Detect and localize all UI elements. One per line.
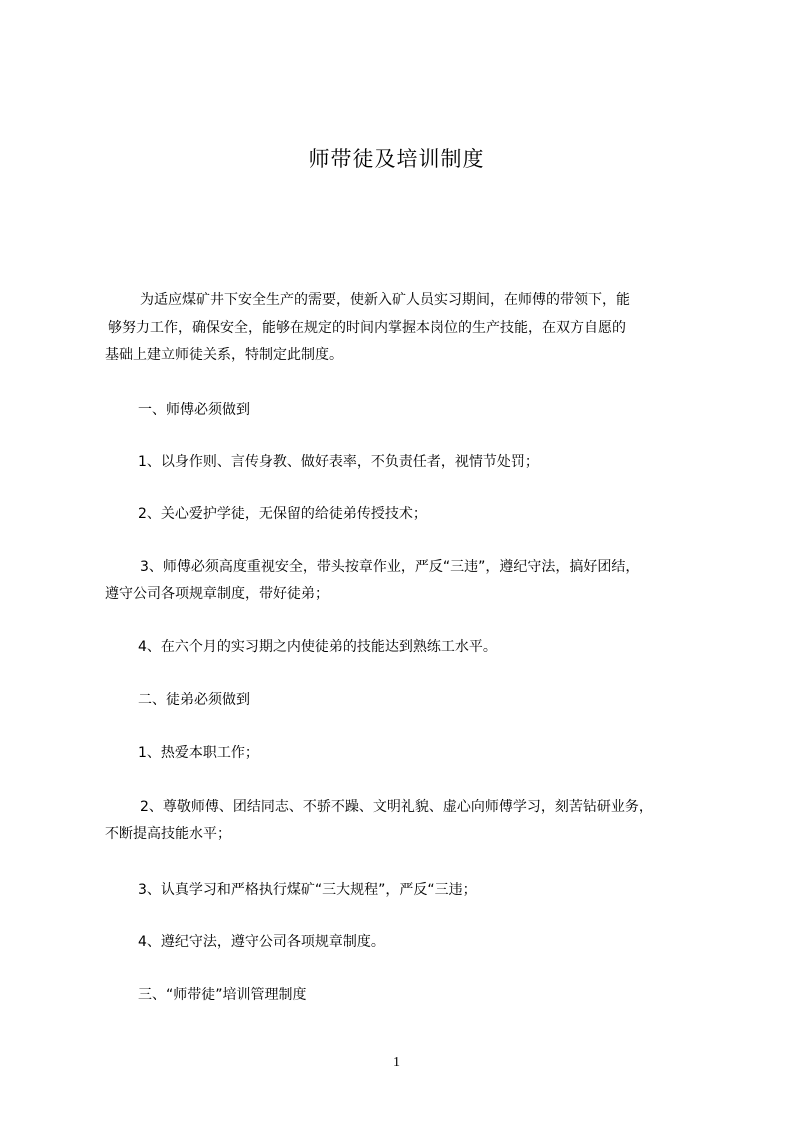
intro-line-2: 够努力工作，确保安全，能够在规定的时间内掌握本岗位的生产技能，在双方自愿的 (108, 320, 626, 336)
intro-line-3: 基础上建立师徒关系，特制定此制度。 (105, 347, 343, 363)
section2-item-4: 4、遵纪守法，遵守公司各项规章制度。 (138, 934, 385, 950)
section1-item-3-cont: 遵守公司各项规章制度，带好徒弟； (105, 586, 329, 602)
section-heading-3: 三、“师带徒”培训管理制度 (138, 987, 307, 1003)
document-title: 师带徒及培训制度 (308, 147, 485, 171)
section1-item-1: 1、以身作则、言传身教、做好表率，不负责任者，视情节处罚； (138, 454, 539, 470)
section1-item-4: 4、在六个月的实习期之内使徒弟的技能达到熟练工水平。 (138, 639, 497, 655)
section2-item-3: 3、认真学习和严格执行煤矿“三大规程”，严反“三违； (138, 882, 477, 898)
page-number: 1 (393, 1055, 400, 1070)
section2-item-1: 1、热爱本职工作； (138, 745, 259, 761)
section2-item-2-cont: 不断提高技能水平； (105, 826, 231, 842)
section2-item-2: 2、尊敬师傅、团结同志、不骄不躁、文明礼貌、虚心向师傅学习，刻苦钻研业务， (140, 799, 653, 815)
section-heading-1: 一、师傅必须做到 (138, 402, 250, 418)
section1-item-2: 2、关心爱护学徒，无保留的给徒弟传授技术； (138, 506, 427, 522)
intro-line-1: 为适应煤矿井下安全生产的需要，使新入矿人员实习期间，在师傅的带领下，能 (140, 292, 630, 308)
section1-item-3: 3、师傅必须高度重视安全，带头按章作业，严反“三违”，遵纪守法，搞好团结， (140, 559, 640, 575)
section-heading-2: 二、徒弟必须做到 (138, 692, 250, 708)
